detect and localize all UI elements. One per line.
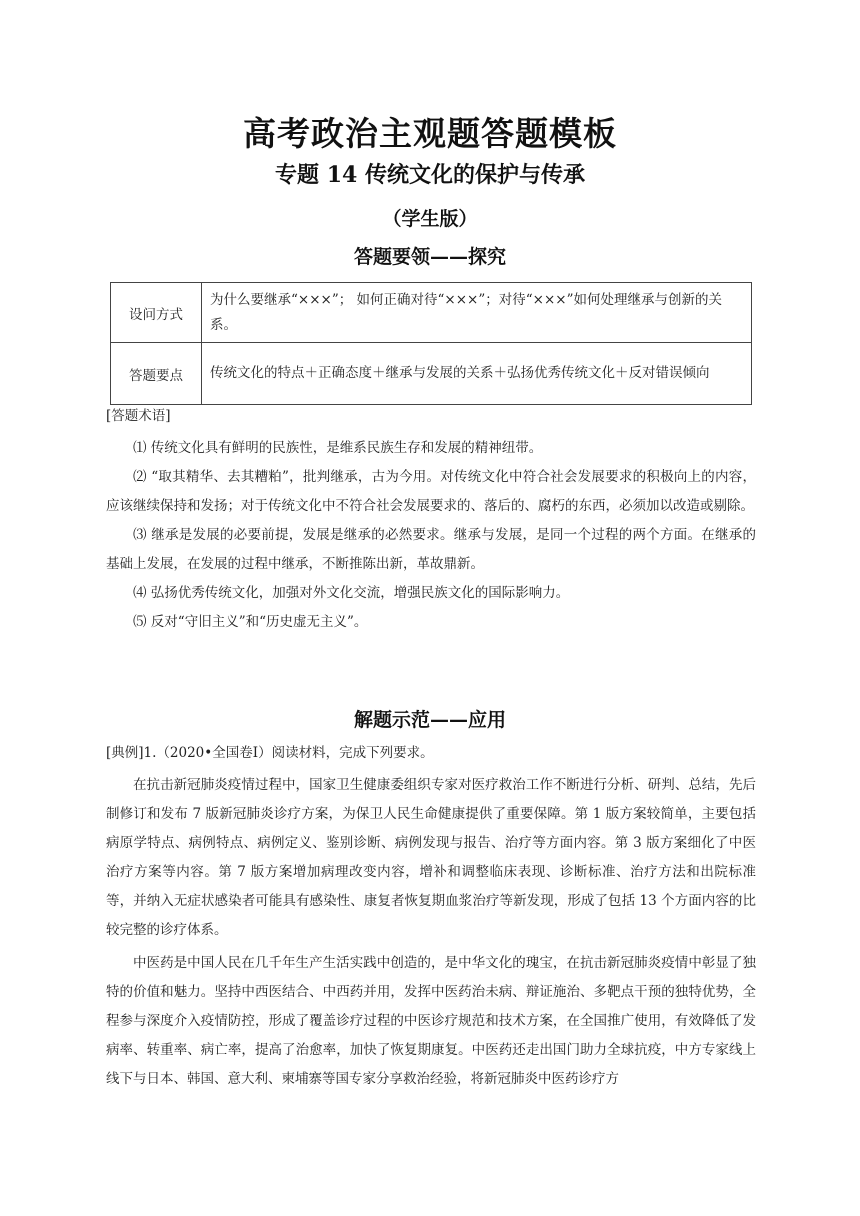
section-heading-example: 解题示范——应用 — [353, 709, 506, 731]
table-row — [111, 283, 752, 343]
answer-guide-table — [110, 282, 752, 405]
term-item: ⑸ 反对“守旧主义”和“历史虚无主义”。 — [133, 614, 368, 630]
material-paragraph: 在抗击新冠肺炎疫情过程中，国家卫生健康委组织专家对医疗救治工作不断进行分析、研判、总结，先后制修订和发布 7 版新冠肺炎诊疗方案，为保卫人民生命健康提供了重要保障。第 1 版方案较简单，主要包括病原学特点、病例特点、病例定义、鉴别诊断、病例发现与报告、治疗等方面内容。第 3 版方案细化了中医治疗方案等内容。第 7 版方案增加病理改变内容，增补和调整临床表现、诊断标准、治疗方法和出院标准等，并纳入无症状感染者可能具有感染性、康复者恢复期血浆治疗等新发现，形成了包括 13 个方面内容的比较完整的诊疗体系。 — [106, 777, 756, 938]
table-key-cell: 答题要点 — [111, 343, 202, 405]
table-row — [111, 343, 752, 405]
document-title: 高考政治主观题答题模板 — [243, 114, 617, 153]
term-item: ⑶ 继承是发展的必要前提，发展是继承的必然要求。继承与发展，是同一个过程的两个方面。在继承的基础上发展，在发展的过程中继承，不断推陈出新，革故鼎新。 — [106, 527, 756, 572]
table-key-cell: 设问方式 — [111, 283, 202, 343]
term-item: ⑷ 弘扬优秀传统文化，加强对外文化交流，增强民族文化的国际影响力。 — [133, 585, 570, 601]
document-subtitle: 专题 14 传统文化的保护与传承 — [275, 162, 585, 188]
example-block — [106, 740, 756, 1094]
table-value-cell: 传统文化的特点＋正确态度＋继承与发展的关系＋弘扬优秀传统文化＋反对错误倾向 — [202, 343, 752, 405]
terms-label: [答题术语] — [106, 408, 171, 424]
example-label: [典例]1.（2020•全国卷Ⅰ）阅读材料，完成下列要求。 — [106, 745, 434, 761]
material-paragraph: 中医药是中国人民在几千年生产生活实践中创造的，是中华文化的瑰宝，在抗击新冠肺炎疫情中彰显了独特的价值和魅力。坚持中西医结合、中西药并用，发挥中医药治未病、辩证施治、多靶点干预的独特优势，全程参与深度介入疫情防控，形成了覆盖诊疗过程的中医诊疗规范和技术方案，在全国推广使用，有效降低了发病率、转重率、病亡率，提高了治愈率，加快了恢复期康复。中医药还走出国门助力全球抗疫，中方专家线上线下与日本、韩国、意大利、柬埔寨等国专家分享救治经验，将新冠肺炎中医药诊疗方 — [106, 955, 756, 1087]
term-item: ⑴ 传统文化具有鲜明的民族性，是维系民族生存和发展的精神纽带。 — [133, 440, 543, 456]
term-item: ⑵ “取其精华、去其糟粕”，批判继承，古为今用。对传统文化中符合社会发展要求的积极向上的内容，应该继续保持和发扬；对于传统文化中不符合社会发展要求的、落后的、腐朽的东西，必须加以改造或剔除。 — [106, 469, 756, 514]
table-value-cell: 为什么要继承“×××”； 如何正确对待“×××”；对待“×××”如何处理继承与创新的关系。 — [202, 283, 752, 343]
version-label: （学生版） — [382, 208, 478, 230]
section-heading-guide: 答题要领——探究 — [353, 246, 506, 268]
terms-block — [106, 404, 756, 637]
